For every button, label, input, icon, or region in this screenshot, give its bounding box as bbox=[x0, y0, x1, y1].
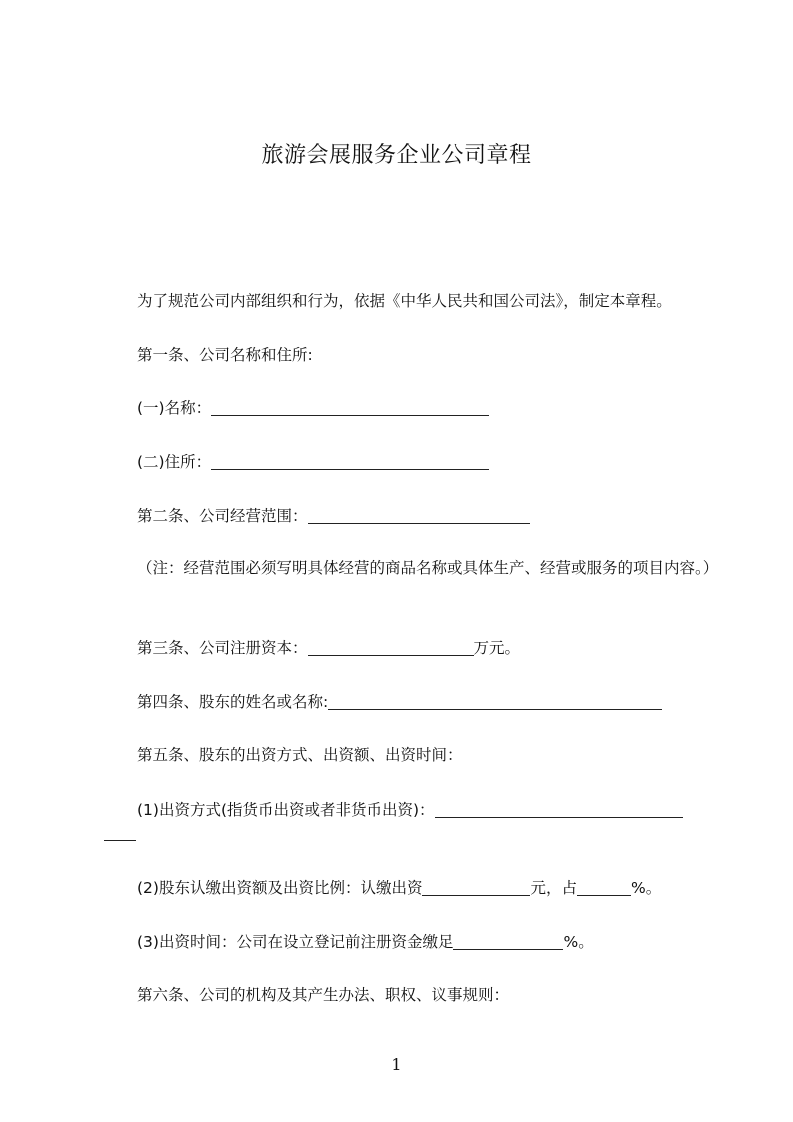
item-3-label: (3)出资时间：公司在设立登记前注册资金缴足 bbox=[137, 933, 454, 951]
item-1-label: (1)出资方式(指货币出资或者非货币出资)： bbox=[137, 801, 435, 819]
article-1-heading: 第一条、公司名称和住所: bbox=[137, 346, 313, 364]
article-2-heading: 第二条、公司经营范围： bbox=[137, 507, 308, 525]
company-name-blank[interactable] bbox=[211, 400, 489, 416]
registered-capital-blank[interactable] bbox=[308, 640, 474, 656]
paid-capital-ratio-blank[interactable] bbox=[453, 934, 563, 950]
article-3-unit: 万元。 bbox=[473, 639, 521, 657]
article-6-heading: 第六条、公司的机构及其产生办法、职权、议事规则： bbox=[137, 986, 510, 1004]
article-4-row bbox=[137, 692, 662, 712]
contribution-method-blank-cont[interactable] bbox=[104, 825, 136, 841]
article-3-row bbox=[137, 638, 520, 658]
page-number: 1 bbox=[391, 1055, 402, 1074]
company-address-row bbox=[137, 452, 489, 472]
article-2-row bbox=[137, 506, 530, 526]
shareholder-name-blank[interactable] bbox=[328, 694, 662, 710]
article-4-heading: 第四条、股东的姓名或名称: bbox=[137, 693, 329, 711]
article-5-heading: 第五条、股东的出资方式、出资额、出资时间： bbox=[137, 746, 463, 764]
company-address-label: (二)住所： bbox=[137, 453, 212, 471]
document-title: 旅游会展服务企业公司章程 bbox=[261, 143, 532, 168]
business-scope-blank[interactable] bbox=[308, 508, 530, 524]
article-3-heading: 第三条、公司注册资本： bbox=[137, 639, 308, 657]
company-name-row bbox=[137, 398, 489, 418]
subscribed-amount-blank[interactable] bbox=[422, 880, 530, 896]
item-3-row bbox=[137, 932, 594, 952]
item-2-label: (2)股东认缴出资额及出资比例：认缴出资 bbox=[137, 879, 423, 897]
item-2-percent: %。 bbox=[630, 879, 662, 897]
company-name-label: (一)名称： bbox=[137, 399, 212, 417]
item-1-row-continued bbox=[104, 823, 136, 843]
item-1-row bbox=[137, 800, 683, 820]
company-address-blank[interactable] bbox=[211, 454, 489, 470]
item-2-mid: 元，占 bbox=[530, 879, 577, 897]
item-2-row bbox=[137, 878, 661, 898]
item-3-percent: %。 bbox=[563, 933, 594, 951]
contribution-method-blank[interactable] bbox=[435, 802, 683, 818]
business-scope-note: （注：经营范围必须写明具体经营的商品名称或具体生产、经营或服务的项目内容。） bbox=[137, 559, 719, 577]
preamble: 为了规范公司内部组织和行为，依据《中华人民共和国公司法》，制定本章程。 bbox=[137, 292, 672, 310]
subscription-ratio-blank[interactable] bbox=[577, 880, 631, 896]
